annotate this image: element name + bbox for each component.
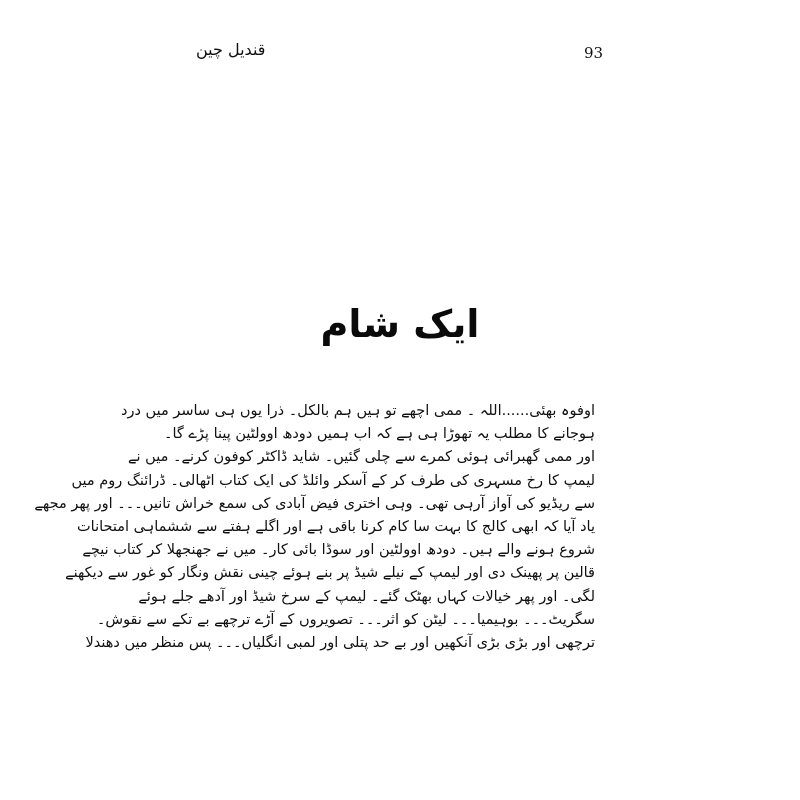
body-line: لیمپ کا رخ مسہری کی طرف کر کے آسکر وائلڈ کی ایک کتاب اٹھالی۔ ڈرائنگ روم میں <box>71 472 595 489</box>
body-text <box>34 400 595 655</box>
running-title: قندیل چین <box>196 40 266 59</box>
body-line: سے ریڈیو کی آواز آرہی تھی۔ وہی اختری فیض آبادی کی سمع خراش تانیں۔۔۔ اور پھر مجھے <box>34 495 595 512</box>
body-line: ترچھی اور بڑی بڑی آنکھیں اور بے حد پتلی اور لمبی انگلیاں۔۔۔ پس منظر میں دھندلا <box>85 634 595 651</box>
chapter-title: ایک شام <box>320 302 480 346</box>
body-line: اور ممی گھبرائی ہوئی کمرے سے چلی گئیں۔ شاید ڈاکٹر کوفون کرنے۔ میں نے <box>128 449 595 466</box>
page-number: 93 <box>584 44 604 62</box>
body-line: شروع ہونے والے ہیں۔ دودھ اوولٹین اور سوڈا بائی کار۔ میں نے جھنجھلا کر کتاب نیچے <box>82 542 595 559</box>
body-line: ہوجانے کا مطلب یہ تھوڑا ہی ہے کہ اب ہمیں دودھ اوولٹین پینا پڑے گا۔ <box>164 426 595 443</box>
body-line: قالین پر پھینک دی اور لیمپ کے نیلے شیڈ پر بنے ہوئے چینی نقش ونگار کو غور سے دیکھنے <box>65 565 595 582</box>
body-line: یاد آیا کہ ابھی کالج کا بہت سا کام کرنا باقی ہے اور اگلے ہفتے سے ششماہی امتحانات <box>77 518 595 535</box>
body-line: اوفوہ بھئی......اللہ ۔ ممی اچھے تو ہیں ہم بالکل۔ ذرا یوں ہی ساسر میں درد <box>121 403 595 419</box>
body-line: سگریٹ۔۔۔ بوہیمیا۔۔۔ لیٹن کو اثر۔۔۔ تصویروں کے آڑے ترچھے بے تکے سے نقوش۔ <box>96 611 595 628</box>
body-line: لگی۔ اور پھر خیالات کہاں بھٹک گئے۔ لیمپ کے سرخ شیڈ اور آدھے جلے ہوئے <box>138 588 595 605</box>
